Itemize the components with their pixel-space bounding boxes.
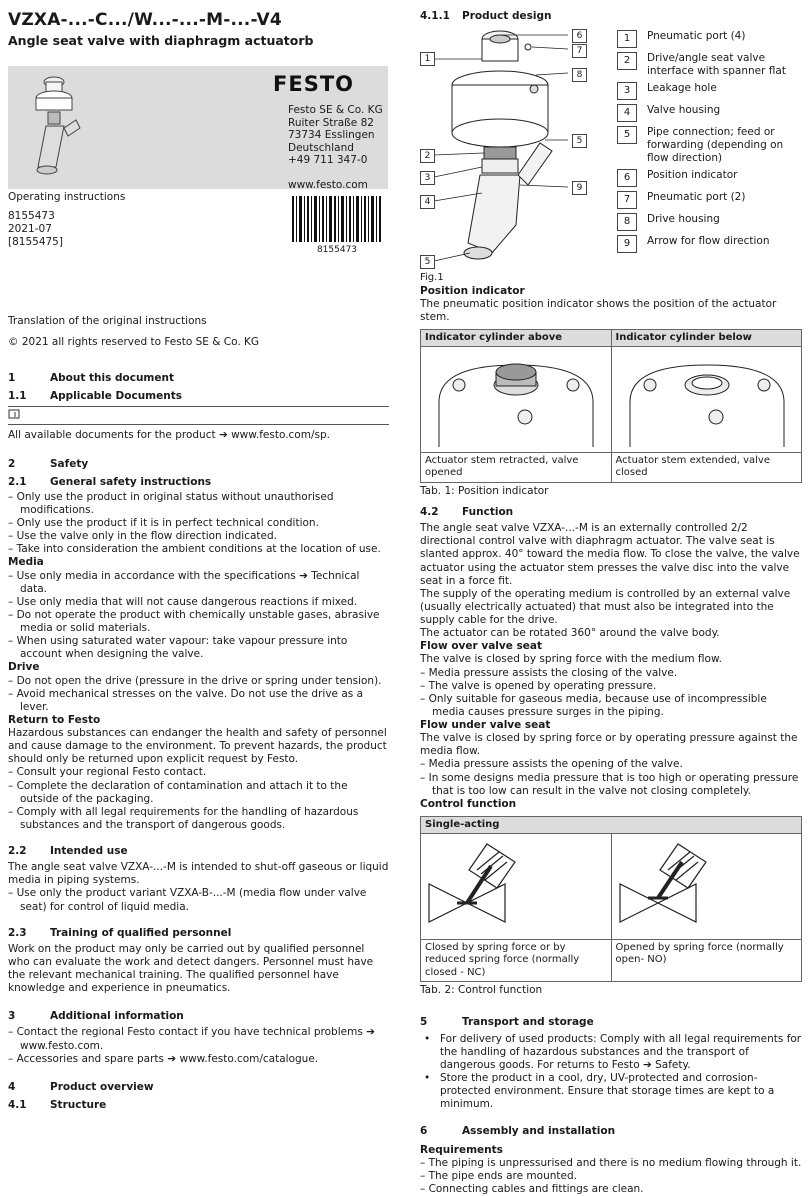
list-item: – Use only the product variant VZXA-B-...-M (media flow under valve seat) for control of liquid media.: [8, 887, 389, 913]
legend-number: 5: [617, 126, 637, 144]
transport-list: [420, 1033, 802, 1112]
legend-number: 1: [617, 30, 637, 48]
no-symbol-icon: [612, 834, 798, 934]
address-line: Ruiter Straße 82: [288, 116, 374, 129]
product-thumbnail-icon: [24, 72, 94, 184]
applicable-docs-text: All available documents for the product ➔ www.festo.com/sp.: [8, 429, 330, 442]
doc-type: Operating instructions: [8, 191, 126, 203]
table-caption: Tab. 2: Control function: [420, 984, 543, 997]
list-item: – The pipe ends are mounted.: [420, 1170, 802, 1183]
list-item: – Only use the product if it is in perfect technical condition.: [8, 517, 389, 530]
product-name: Angle seat valve with diaphragm actuatorb: [8, 33, 314, 48]
header-box: [8, 66, 388, 189]
section-number: 6: [420, 1125, 428, 1138]
doc-numbers: [8, 210, 63, 249]
list-item: – Only use the product in original status without unauthorised modifications.: [8, 491, 389, 517]
flow-under-text: The valve is closed by spring force or by operating pressure against the media flow.: [420, 732, 798, 758]
barcode-icon: [292, 196, 382, 242]
list-item: – Connecting cables and fittings are clean.: [420, 1183, 802, 1196]
control-function-table: [420, 816, 802, 983]
section-title: Structure: [50, 1098, 107, 1111]
flow-over-list: [420, 667, 802, 720]
section-6-heading: [420, 1125, 802, 1138]
document-icon: [8, 409, 20, 419]
section-title: Applicable Documents: [50, 390, 182, 403]
general-safety-list: [8, 491, 389, 557]
legend-row: [617, 169, 803, 187]
return-text: Hazardous substances can endanger the health and safety of personnel and cause damage to the environment. To prevent hazards, the product should only be returned upon explicit request by Festo.: [8, 727, 387, 766]
legend-number: 4: [617, 104, 637, 122]
product-design-figure: [420, 25, 590, 270]
legend-row: [617, 191, 803, 209]
table-caption-cell: Actuator stem extended, valve closed: [611, 452, 802, 482]
flow-under-heading: Flow under valve seat: [420, 719, 551, 731]
drive-list: [8, 675, 389, 714]
media-list: [8, 570, 389, 662]
address-line: 73734 Esslingen: [288, 129, 375, 141]
legend-text: Drive housing: [647, 213, 720, 225]
table-caption: Tab. 1: Position indicator: [420, 484, 549, 497]
divider: [8, 424, 389, 425]
section-number: 2.1: [8, 475, 27, 488]
list-item: – Media pressure assists the closing of the valve.: [420, 667, 802, 680]
section-title: Training of qualified personnel: [50, 926, 232, 939]
function-text: The actuator can be rotated 360° around the valve body.: [420, 627, 720, 640]
media-heading: Media: [8, 556, 44, 569]
callout-5: 5: [420, 255, 435, 269]
company-address: [288, 104, 383, 191]
list-item: – Only suitable for gaseous media, because use of incompressible media causes pressure surges in the piping.: [420, 693, 802, 719]
section-number: 5: [420, 1015, 428, 1028]
list-item: – Media pressure assists the opening of the valve.: [420, 758, 802, 771]
legend-number: 2: [617, 52, 637, 70]
section-2-1-heading: [8, 476, 389, 489]
function-text: The angle seat valve VZXA-...-M is an externally controlled 2/2 directional control valve with diaphragm actuator. The valve seat is slanted approx. 40° toward the media flow. To close the valve, the valve actuator using the actuator stem presses the valve disc into the valve seat in a force fit.: [420, 522, 800, 587]
right-column: [420, 272, 802, 1196]
legend-row: [617, 126, 803, 165]
figure-caption: Fig.1: [420, 272, 444, 283]
list-item: – Use only media in accordance with the specifications ➔ Technical data.: [8, 570, 389, 596]
doc-date: 2021-07: [8, 223, 52, 235]
list-item: – Take into consideration the ambient conditions at the location of use.: [8, 543, 389, 556]
callout-9: 9: [572, 181, 587, 195]
list-item: – The piping is unpressurised and there is no medium flowing through it.: [420, 1157, 802, 1170]
indicator-below-icon: [612, 347, 798, 447]
return-list: [8, 766, 389, 832]
list-item: • Store the product in a cool, dry, UV-protected and corrosion-protected environment. Ensure that storage times are kept to a minimum.: [420, 1072, 802, 1111]
legend-number: 3: [617, 82, 637, 100]
legend-row: [617, 30, 803, 48]
list-item: – Comply with all legal requirements for the handling of hazardous substances and the transport of dangerous goods.: [8, 806, 389, 832]
table-header: Indicator cylinder above: [421, 329, 612, 347]
list-item: – Complete the declaration of contamination and attach it to the outside of the packaging.: [8, 780, 389, 806]
additional-info-list: [8, 1026, 389, 1065]
doc-number: 8155473: [8, 210, 55, 222]
legend-number: 8: [617, 213, 637, 231]
position-indicator-text: The pneumatic position indicator shows the position of the actuator stem.: [420, 297, 777, 323]
section-title: About this document: [50, 372, 174, 384]
section-title: Function: [462, 506, 514, 518]
flow-over-heading: Flow over valve seat: [420, 640, 542, 653]
section-number: 3: [8, 1010, 16, 1023]
intended-use-list: [8, 887, 389, 913]
section-title: General safety instructions: [50, 475, 212, 488]
valve-drawing-icon: [420, 25, 590, 270]
legend-text: Pneumatic port (2): [647, 191, 746, 203]
table-caption-cell: Opened by spring force (normally open- NO): [611, 939, 802, 982]
website-link[interactable]: www.festo.com: [288, 178, 368, 191]
legend-row: [617, 104, 803, 122]
callout-5: 5: [572, 134, 587, 148]
table-image-cell: [421, 834, 612, 940]
legend-row: [617, 213, 803, 231]
list-item: – Avoid mechanical stresses on the valve. Do not use the drive as a lever.: [8, 688, 389, 714]
section-title: Transport and storage: [462, 1015, 594, 1028]
section-5-heading: [420, 1016, 802, 1029]
section-number: 1.1: [8, 390, 27, 403]
training-text: Work on the product may only be carried out by qualified personnel who can evaluate the work and detect dangers. Personnel must have the relevant mechanical training. The qualified personnel have knowledge and experience in pneumatics.: [8, 942, 374, 995]
callout-7: 7: [572, 44, 587, 58]
section-4-2-heading: [420, 506, 802, 519]
section-1-heading: [8, 372, 389, 385]
divider: [8, 406, 389, 407]
callout-6: 6: [572, 29, 587, 43]
legend-row: [617, 235, 803, 253]
section-number: 4.1: [8, 1098, 27, 1111]
section-2-2-heading: [8, 845, 389, 858]
section-title: Intended use: [50, 845, 128, 857]
legend-number: 7: [617, 191, 637, 209]
position-indicator-table: [420, 329, 802, 483]
festo-logo: FESTO: [273, 72, 354, 96]
callout-3: 3: [420, 171, 435, 185]
legend-text: Position indicator: [647, 169, 738, 181]
section-4-1-1-heading: [420, 10, 551, 23]
translation-note: Translation of the original instructions: [8, 315, 207, 327]
section-2-3-heading: [8, 927, 389, 940]
list-item: – Use the valve only in the flow direction indicated.: [8, 530, 389, 543]
control-function-heading: Control function: [420, 797, 517, 810]
list-item: – Do not open the drive (pressure in the drive or spring under tension).: [8, 675, 389, 688]
requirements-list: [420, 1157, 802, 1196]
table-caption-cell: Actuator stem retracted, valve opened: [421, 452, 612, 482]
address-line: Deutschland: [288, 141, 354, 154]
legend-text: Valve housing: [647, 104, 721, 116]
legend-number: 6: [617, 169, 637, 187]
address-line: Festo SE & Co. KG: [288, 104, 383, 116]
section-number: 1: [8, 372, 16, 384]
table-header: Indicator cylinder below: [611, 329, 802, 347]
list-item: – Contact the regional Festo contact if you have technical problems ➔ www.festo.com.: [8, 1026, 389, 1052]
callout-4: 4: [420, 195, 435, 209]
drive-heading: Drive: [8, 661, 40, 674]
list-item: – Do not operate the product with chemically unstable gases, abrasive media or solid materials.: [8, 609, 389, 635]
table-image-cell: [421, 347, 612, 453]
section-title: Product overview: [50, 1080, 154, 1093]
flow-under-list: [420, 758, 802, 797]
position-indicator-heading: Position indicator: [420, 284, 525, 297]
section-number: 2.2: [8, 845, 27, 857]
doc-ref: [8155475]: [8, 236, 63, 248]
flow-over-text: The valve is closed by spring force with the medium flow.: [420, 653, 722, 666]
section-4-1-heading: [8, 1099, 389, 1112]
function-text: The supply of the operating medium is controlled by an external valve (usually electrically actuated) that must also be integrated into the supply cable for the drive.: [420, 587, 791, 626]
list-item: – Consult your regional Festo contact.: [8, 766, 389, 779]
return-heading: Return to Festo: [8, 713, 101, 726]
section-title: Assembly and installation: [462, 1125, 616, 1138]
barcode: [292, 196, 382, 256]
section-3-heading: [8, 1010, 389, 1023]
list-item: – When using saturated water vapour: take vapour pressure into account when designing the valve.: [8, 635, 389, 661]
list-item: – The valve is opened by operating pressure.: [420, 680, 802, 693]
section-number: 2.3: [8, 926, 27, 939]
table-image-cell: [611, 347, 802, 453]
table-header: Single-acting: [421, 816, 802, 834]
list-item: – Accessories and spare parts ➔ www.festo.com/catalogue.: [8, 1053, 389, 1066]
legend-text: Drive/angle seat valve interface with spanner flat: [647, 52, 786, 77]
nc-symbol-icon: [421, 834, 607, 934]
left-column: [8, 372, 389, 1112]
section-number: 4.1.1: [420, 10, 450, 22]
list-item: – In some designs media pressure that is too high or operating pressure that is too low can result in the valve not closing completely.: [420, 772, 802, 798]
product-code: VZXA-...-C.../W...-...-M-...-V4: [8, 10, 282, 30]
section-title: Product design: [462, 10, 552, 22]
section-number: 2: [8, 457, 16, 470]
legend-text: Pneumatic port (4): [647, 30, 746, 42]
section-1-1-heading: [8, 390, 389, 403]
legend-row: [617, 82, 803, 100]
section-number: 4.2: [420, 506, 439, 518]
address-line: +49 711 347-0: [288, 154, 368, 166]
barcode-number: 8155473: [316, 245, 358, 256]
requirements-heading: Requirements: [420, 1143, 503, 1156]
callout-2: 2: [420, 149, 435, 163]
figure-legend: [617, 30, 803, 257]
section-4-heading: [8, 1081, 389, 1094]
section-2-heading: [8, 458, 389, 471]
section-number: 4: [8, 1080, 16, 1093]
legend-text: Arrow for flow direction: [647, 235, 770, 247]
copyright: © 2021 all rights reserved to Festo SE & Co. KG: [8, 336, 260, 348]
legend-number: 9: [617, 235, 637, 253]
list-item: – Use only media that will not cause dangerous reactions if mixed.: [8, 596, 389, 609]
legend-text: Pipe connection; feed or forwarding (depending on flow direction): [647, 126, 784, 164]
table-image-cell: [611, 834, 802, 940]
section-title: Additional information: [50, 1010, 184, 1023]
table-caption-cell: Closed by spring force or by reduced spring force (normally closed - NC): [421, 939, 612, 982]
callout-8: 8: [572, 68, 587, 82]
legend-text: Leakage hole: [647, 82, 717, 94]
legend-row: [617, 52, 803, 78]
intended-use-text: The angle seat valve VZXA-...-M is intended to shut-off gaseous or liquid media in piping systems.: [8, 861, 389, 887]
section-title: Safety: [50, 457, 89, 470]
indicator-above-icon: [421, 347, 607, 447]
list-item: • For delivery of used products: Comply with all legal requirements for the handling of hazardous substances and the transport of dangerous goods. For returns to Festo ➔ Safety.: [420, 1033, 802, 1072]
callout-1: 1: [420, 52, 435, 66]
